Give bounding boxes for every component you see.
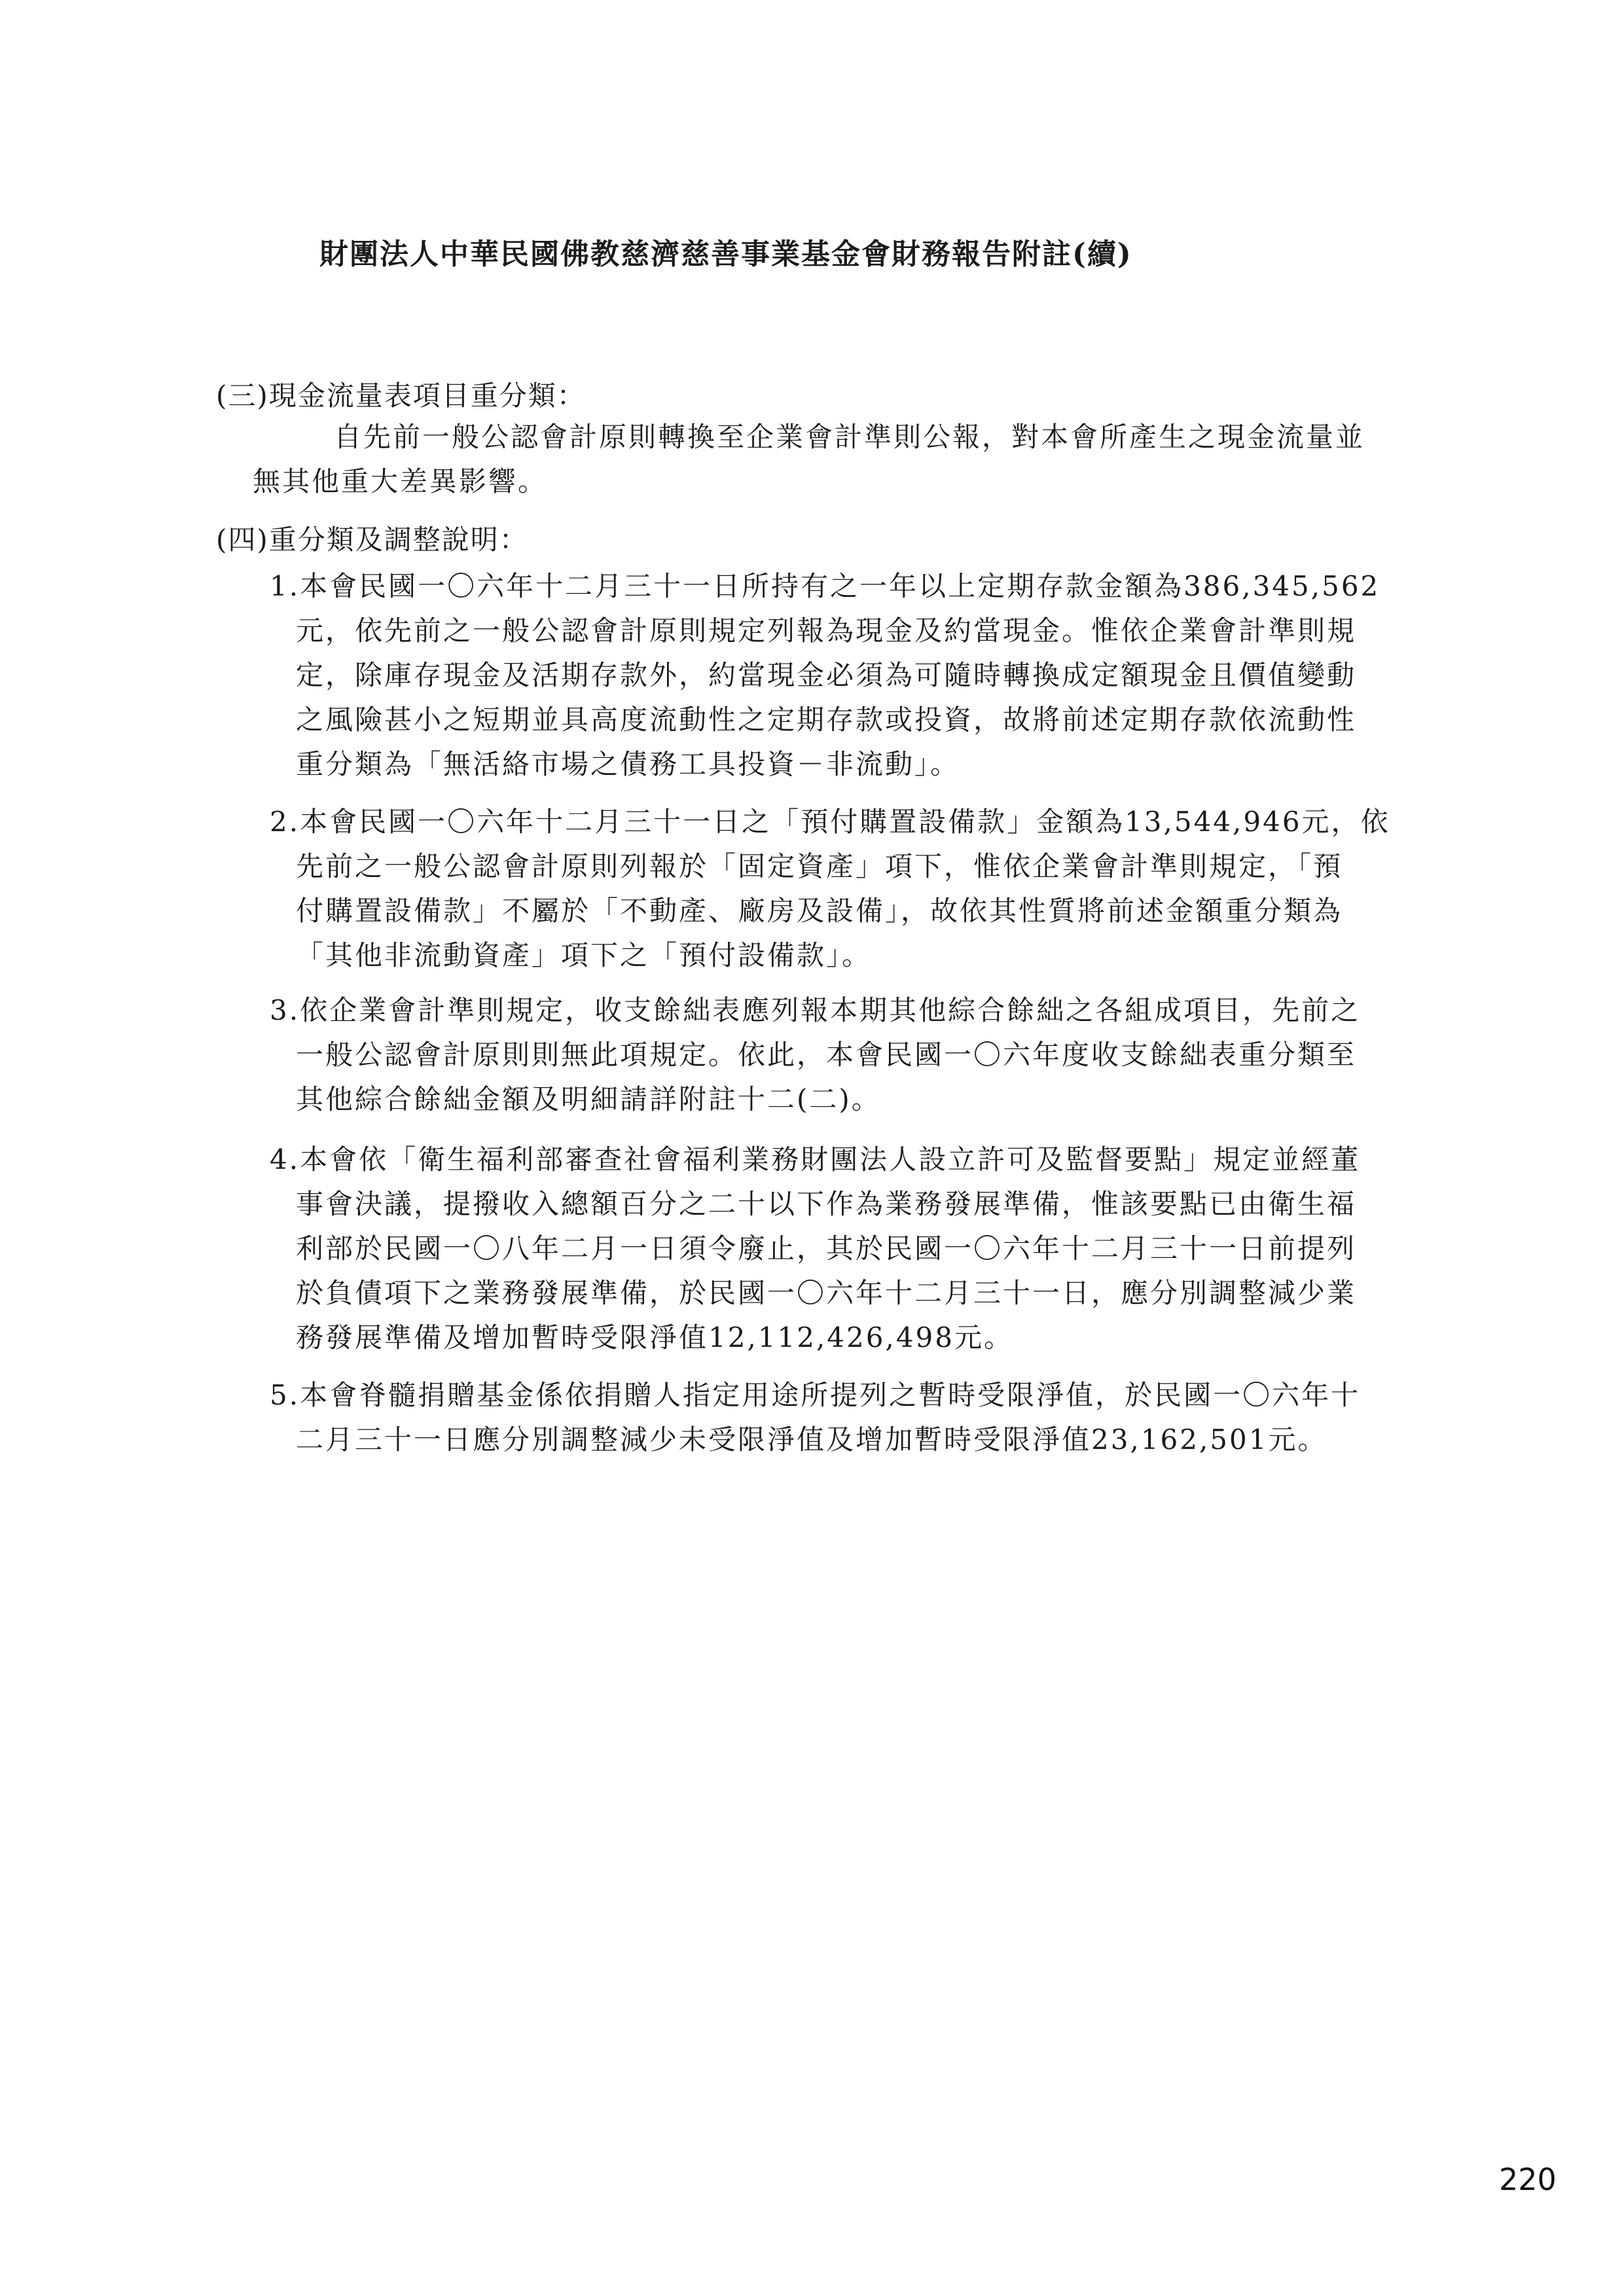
section-4-heading: (四)重分類及調整說明： [216,524,528,556]
adjustment-item-2 [270,800,1441,978]
item-line: 付購置設備款」不屬於「不動產、廠房及設備」，故依其性質將前述金額重分類為 [296,895,1343,927]
item-line: 其他綜合餘絀金額及明細請詳附註十二(二)。 [296,1083,881,1115]
item-line: 二月三十一日應分別調整減少未受限淨值及增加暫時受限淨值23,162,501元。 [296,1424,1327,1456]
adjustment-item-4 [270,1138,1441,1360]
item-line: 先前之一般公認會計原則列報於「固定資產」項下，惟依企業會計準則規定，「預 [296,850,1343,882]
adjustment-item-3 [270,988,1441,1122]
item-line: 4.本會依「衛生福利部審查社會福利業務財團法人設立許可及監督要點」規定並經董 [270,1143,1361,1175]
item-line: 1.本會民國一〇六年十二月三十一日所持有之一年以上定期存款金額為386,345,562 [270,570,1380,602]
section-3-paragraph [253,415,1437,504]
item-line: 於負債項下之業務發展準備，於民國一〇六年十二月三十一日，應分別調整減少業 [296,1277,1357,1309]
item-line: 事會決議，提撥收入總額百分之二十以下作為業務發展準備，惟該要點已由衛生福 [296,1188,1357,1220]
item-line: 利部於民國一〇八年二月一日須令廢止，其於民國一〇六年十二月三十一日前提列 [296,1232,1357,1265]
item-line: 2.本會民國一〇六年十二月三十一日之「預付購置設備款」金額為13,544,946元，依 [270,806,1390,838]
item-line: 「其他非流動資產」項下之「預付設備款」。 [296,939,872,971]
page-number: 220 [1499,2162,1557,2197]
item-line: 重分類為「無活絡市場之債務工具投資－非流動」。 [296,748,960,780]
adjustment-item-5 [270,1373,1441,1462]
section-3-heading: (三)現金流量表項目重分類： [216,380,586,412]
item-line: 定，除庫存現金及活期存款外，約當現金必須為可隨時轉換成定額現金且價值變動 [296,659,1357,691]
item-line: 一般公認會計原則則無此項規定。依此，本會民國一〇六年度收支餘絀表重分類至 [296,1039,1357,1071]
item-line: 3.依企業會計準則規定，收支餘絀表應列報本期其他綜合餘絀之各組成項目，先前之 [270,994,1361,1026]
item-line: 務發展準備及增加暫時受限淨值12,112,426,498元。 [296,1321,1013,1354]
adjustment-item-1 [270,564,1441,787]
item-line: 5.本會脊髓捐贈基金係依捐贈人指定用途所提列之暫時受限淨值，於民國一〇六年十 [270,1379,1361,1411]
item-line: 元，依先前之一般公認會計原則規定列報為現金及約當現金。惟依企業會計準則規 [296,615,1357,647]
page-title: 財團法人中華民國佛教慈濟慈善事業基金會財務報告附註(續) [319,238,1132,271]
item-line: 之風險甚小之短期並具高度流動性之定期存款或投資，故將前述定期存款依流動性 [296,704,1357,736]
section-3-line: 自先前一般公認會計原則轉換至企業會計準則公報，對本會所產生之現金流量並 [334,421,1365,453]
section-3-line: 無其他重大差異影響。 [253,465,548,497]
